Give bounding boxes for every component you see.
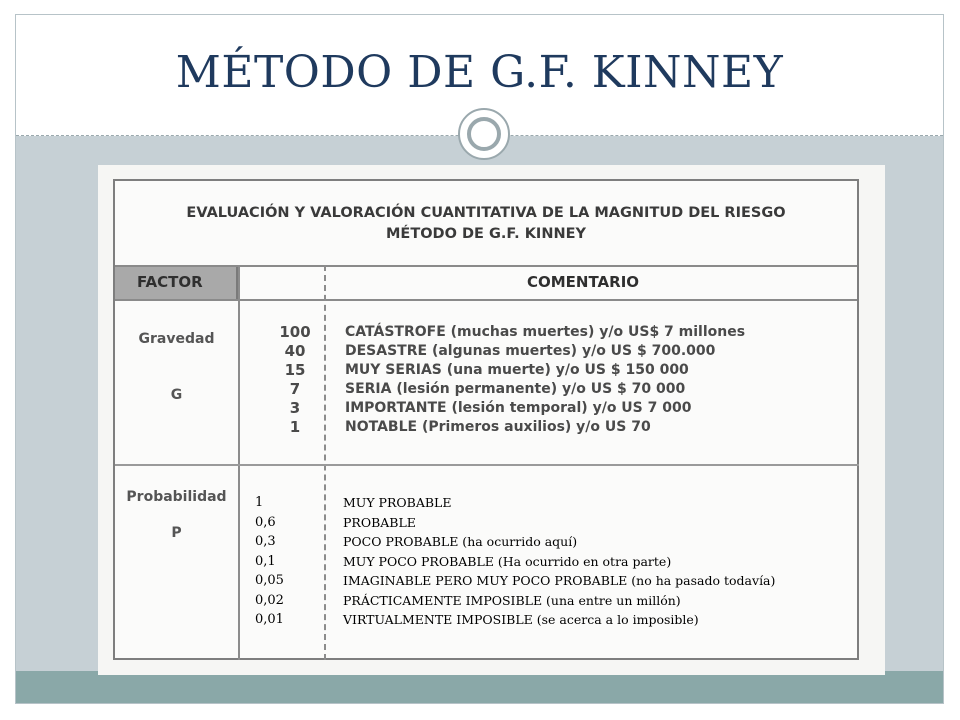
slide-title: MÉTODO DE G.F. KINNEY [175,47,784,98]
gravedad-comment: IMPORTANTE (lesión temporal) y/o US 7 000 [345,400,692,416]
scanned-table-image [98,165,885,675]
table-heading-line1: EVALUACIÓN Y VALORACIÓN CUANTITATIVA DE LA MAGNITUD DEL RIESGO [186,205,786,221]
probabilidad-comment: VIRTUALMENTE IMPOSIBLE (se acerca a lo imposible) [343,612,699,627]
gravedad-value: 40 [284,342,306,360]
probabilidad-letter: P [171,525,182,541]
comment-header: COMENTARIO [527,273,640,291]
probabilidad-value: 0,6 [255,514,276,530]
probabilidad-value: 0,1 [255,553,276,569]
gravedad-comment: MUY SERIAS (una muerte) y/o US $ 150 000 [345,362,689,378]
probabilidad-comments [343,493,853,630]
probabilidad-comment: PRÁCTICAMENTE IMPOSIBLE (una entre un millón) [343,592,681,608]
header-row [115,265,857,301]
gravedad-comment: SERIA (lesión permanente) y/o US $ 70 000 [345,381,686,397]
probabilidad-value: 0,3 [255,534,276,549]
gravedad-values [265,323,325,437]
gravedad-comments [345,323,845,437]
probabilidad-value: 0,01 [255,612,284,627]
probabilidad-comment: IMAGINABLE PERO MUY POCO PROBABLE (no ha pasado todavía) [343,573,776,588]
gravedad-comment: DESASTRE (algunas muertes) y/o US $ 700.000 [345,343,716,359]
probabilidad-comment: POCO PROBABLE (ha ocurrido aquí) [343,534,578,549]
table-heading [115,203,857,245]
gravedad-letter: G [170,387,183,403]
ring-ornament-icon [458,108,510,160]
probabilidad-value: 0,05 [255,573,284,588]
gravedad-label: Gravedad [138,331,215,347]
gravedad-value: 15 [284,361,306,379]
probabilidad-value: 1 [255,495,264,510]
probabilidad-value: 0,02 [255,592,284,608]
gravedad-value: 100 [279,323,311,341]
table-heading-line2: MÉTODO DE G.F. KINNEY [386,226,586,242]
probabilidad-comment: MUY PROBABLE [343,495,452,510]
probabilidad-comment: PROBABLE [343,514,416,530]
kinney-table [113,179,859,660]
bottom-band [16,671,943,703]
gravedad-comment: NOTABLE (Primeros auxilios) y/o US 70 [345,419,651,435]
factor-header: FACTOR [137,273,203,291]
gravedad-value: 1 [289,418,301,436]
column-divider-1 [238,265,240,660]
gravedad-value: 3 [289,399,301,417]
gravedad-comment: CATÁSTROFE (muchas muertes) y/o US$ 7 millones [345,324,746,340]
probabilidad-values [255,493,315,630]
probabilidad-comment: MUY POCO PROBABLE (Ha ocurrido en otra parte) [343,553,672,569]
probabilidad-label: Probabilidad [126,489,227,505]
gravedad-value: 7 [289,380,301,398]
row-divider [115,464,859,466]
